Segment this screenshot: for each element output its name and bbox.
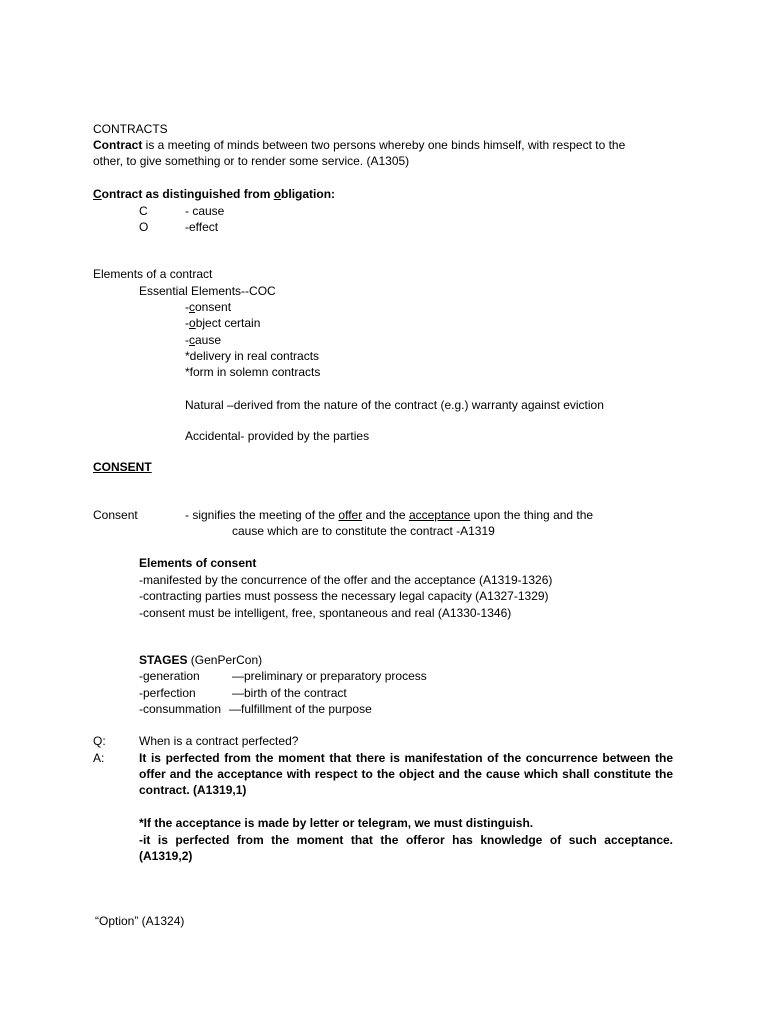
distinction-text-1: ontract as distinguished from	[101, 187, 274, 201]
item-text: onsent	[195, 300, 232, 314]
element-item	[185, 332, 221, 348]
distinction-letter: C	[139, 204, 148, 218]
essential-elements: Essential Elements--COC	[139, 284, 276, 298]
element-item	[185, 315, 260, 331]
stage-name: -consummation	[139, 702, 222, 716]
element-note: *form in solemn contracts	[185, 365, 321, 379]
stage-description: —birth of the contract	[232, 686, 347, 700]
answer-line: contract. (A1319,1)	[139, 783, 247, 797]
consent-text-c: upon the thing and the	[470, 508, 594, 522]
letter-rule-citation: (A1319,2)	[139, 849, 193, 863]
stage-description: —preliminary or preparatory process	[232, 669, 427, 683]
stages-bold: STAGES	[139, 653, 188, 667]
distinction-text-2: bligation:	[281, 187, 336, 201]
underlined-letter: c	[189, 333, 195, 347]
elements-title: Elements of a contract	[93, 267, 213, 281]
natural-elements: Natural –derived from the nature of the contract (e.g.) warranty against eviction	[185, 398, 604, 412]
accidental-elements: Accidental- provided by the parties	[185, 429, 370, 443]
underlined-c: C	[93, 187, 102, 201]
dash: -	[185, 316, 189, 330]
underlined-letter: c	[189, 300, 195, 314]
contract-definition-line-2: other, to give something or to render some service. (A1305)	[93, 154, 410, 168]
underlined-o: o	[273, 187, 282, 201]
letter-rule: -it is perfected from the moment that the offeror has knowledge of such acceptance.	[139, 833, 673, 847]
distinction-text: - cause	[185, 204, 225, 218]
consent-definition-line-1	[185, 507, 593, 523]
consent-definition-line-2: cause which are to constitute the contract -A1319	[232, 524, 495, 538]
element-item	[185, 299, 231, 315]
consent-label: Consent	[93, 508, 138, 522]
term-contract: Contract	[93, 138, 143, 152]
contract-definition-line-1	[93, 137, 625, 153]
item-text: ause	[195, 333, 222, 347]
stages-mnemonic: (GenPerCon)	[187, 653, 263, 667]
question-text: When is a contract perfected?	[139, 734, 299, 748]
letter-note: *If the acceptance is made by letter or telegram, we must distinguish.	[139, 816, 534, 830]
stage-name: -generation	[139, 669, 200, 683]
elements-consent-line: -contracting parties must possess the necessary legal capacity (A1327-1329)	[139, 589, 549, 603]
offer-term: offer	[338, 508, 363, 522]
dash: -	[185, 300, 189, 314]
underlined-letter: o	[189, 316, 196, 330]
answer-line: It is perfected from the moment that there is manifestation of the concurrence between the	[139, 751, 673, 765]
dash: -	[185, 333, 189, 347]
element-note: *delivery in real contracts	[185, 349, 320, 363]
stage-name: -perfection	[139, 686, 196, 700]
consent-heading: CONSENT	[93, 460, 152, 474]
elements-consent-line: -manifested by the concurrence of the offer and the acceptance (A1319-1326)	[139, 573, 553, 587]
stages-title	[139, 652, 262, 668]
distinction-letter: O	[139, 220, 149, 234]
elements-consent-title: Elements of consent	[139, 556, 257, 570]
elements-consent-line: -consent must be intelligent, free, spontaneous and real (A1330-1346)	[139, 606, 512, 620]
distinction-text: -effect	[185, 220, 219, 234]
acceptance-term: acceptance	[408, 508, 471, 522]
consent-text-b: and the	[362, 508, 409, 522]
answer-line: offer and the acceptance with respect to the object and the cause which shall constitute the	[139, 767, 673, 781]
answer-label: A:	[93, 751, 105, 765]
definition-text: is a meeting of minds between two persons whereby one binds himself, with respect to the	[142, 138, 626, 152]
question-label: Q:	[93, 734, 106, 748]
option-heading: “Option” (A1324)	[95, 914, 185, 928]
stage-description: —fulfillment of the purpose	[229, 702, 372, 716]
page-heading: CONTRACTS	[93, 122, 168, 136]
distinction-heading	[93, 186, 335, 202]
item-text: bject certain	[195, 316, 261, 330]
consent-text-a: - signifies the meeting of the	[185, 508, 339, 522]
